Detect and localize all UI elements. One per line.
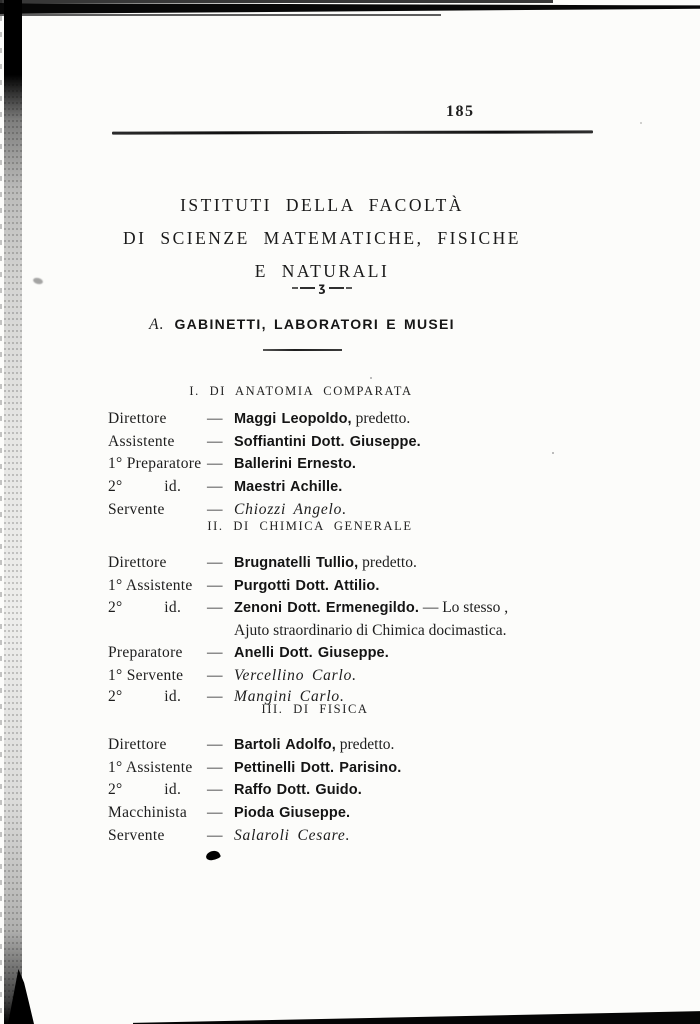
staff-row [108, 499, 610, 521]
staff-name: Vercellino Carlo. [234, 666, 357, 684]
dash-separator: — [207, 804, 223, 822]
dash-separator: — [207, 666, 223, 684]
scan-edge-bottom-band [0, 1010, 700, 1024]
staff-note: predetto. [351, 410, 411, 427]
role-label: Direttore [108, 736, 167, 753]
staff-row [108, 642, 610, 665]
dash-separator: — [207, 455, 223, 473]
staff-name: Zenoni Dott. Ermenegildo. [234, 600, 419, 617]
staff-name: Purgotti Dott. Attilio. [234, 577, 380, 594]
role-label: 1° Preparatore [108, 455, 202, 473]
staff-name: Pioda Giuseppe. [234, 805, 351, 822]
dash-separator: — [207, 781, 223, 799]
staff-row [108, 734, 610, 757]
staff-name: Anelli Dott. Giuseppe. [234, 644, 389, 661]
dash-separator: — [207, 576, 223, 594]
ornament-line [300, 287, 315, 289]
staff-row [108, 802, 610, 825]
role-label: Direttore [108, 554, 167, 571]
section-anatomia-staff-list [108, 408, 610, 521]
staff-name: Raffo Dott. Guido. [234, 782, 362, 799]
staff-name: Maggi Leopoldo, [234, 411, 352, 427]
dash-separator: — [207, 599, 223, 617]
role-label: Servente [108, 826, 165, 844]
staff-row [108, 575, 610, 598]
dash-separator: — [207, 688, 223, 706]
role-label: Servente [108, 500, 165, 518]
staff-row [108, 476, 610, 499]
section-heading-chimica: II. DI CHIMICA GENERALE [207, 519, 413, 533]
dash-separator: — [207, 758, 223, 776]
dash-separator: — [207, 478, 223, 496]
dash-separator: — [207, 643, 223, 661]
ornament-line [346, 287, 352, 289]
staff-row [108, 453, 610, 476]
staff-row [108, 552, 610, 575]
staff-row [108, 431, 610, 454]
staff-name: Brugnatelli Tullio, [234, 555, 359, 571]
role-label: Direttore [108, 410, 167, 427]
dash-separator: — [207, 500, 223, 518]
dash-separator: — [207, 410, 223, 427]
role-label: 1° Assistente [108, 758, 193, 776]
role-label: 1° Servente [108, 666, 184, 684]
dash-separator: — [207, 432, 223, 450]
ink-blot [205, 850, 220, 861]
margin-smudge [32, 277, 43, 285]
dash-separator: — [207, 826, 223, 844]
staff-name: Mangini Carlo. [234, 688, 345, 706]
dash-separator: — [207, 554, 223, 571]
title-line: ISTITUTI DELLA FACOLTÀ [180, 195, 464, 215]
page-number: 185 [446, 103, 475, 120]
staff-note: — Lo stesso , [418, 599, 509, 617]
staff-row [108, 408, 610, 431]
ornament-glyph: ʒ [318, 279, 326, 295]
staff-note: predetto. [335, 736, 395, 753]
staff-name: Ballerini Ernesto. [234, 456, 357, 473]
ornament-line [329, 287, 344, 289]
scan-binding-shadow [4, 0, 22, 1024]
paper-speck [640, 122, 642, 124]
scan-edge-top-band [0, 3, 700, 14]
staff-name: Salaroli Cesare. [234, 826, 351, 844]
section-a-heading [37, 316, 567, 334]
section-a-rule [263, 349, 342, 351]
staff-name: Pettinelli Dott. Parisino. [234, 759, 402, 776]
dash-separator: — [207, 736, 223, 753]
role-label: 1° Assistente [108, 576, 193, 594]
paper-speck [370, 377, 372, 379]
staff-row [108, 597, 610, 641]
staff-note: predetto. [358, 554, 417, 571]
section-a-letter: A. [149, 316, 165, 333]
scan-edge-top-band-secondary [0, 14, 441, 16]
title-line: E NATURALI [254, 261, 390, 281]
section-heading-anatomia: I. DI ANATOMIA COMPARATA [189, 384, 413, 398]
ornament-line [292, 287, 298, 289]
page-title [57, 189, 587, 288]
staff-note-continuation: Ajuto straordinario di Chimica docimastica. [234, 622, 507, 640]
scan-edge-top-line [0, 0, 553, 3]
staff-name: Soffiantini Dott. Giuseppe. [234, 433, 421, 450]
staff-row [108, 779, 610, 802]
role-label: Preparatore [108, 643, 183, 661]
role-label: 2° id. [108, 599, 182, 617]
role-label: 2° id. [108, 688, 182, 706]
section-fisica-staff-list [108, 734, 610, 847]
staff-name: Chiozzi Angelo. [234, 500, 347, 518]
role-label: Assistente [108, 432, 175, 450]
staff-name: Bartoli Adolfo, [234, 737, 336, 753]
section-a-title: GABINETTI, LABORATORI E MUSEI [174, 316, 455, 332]
title-line: DI SCIENZE MATEMATICHE, FISICHE [123, 228, 521, 248]
staff-row [108, 665, 610, 687]
role-label: 2° id. [108, 478, 182, 496]
ornament-divider [57, 279, 587, 295]
section-heading-fisica: III. DI FISICA [261, 702, 369, 716]
header-rule [112, 130, 593, 134]
staff-name: Maestri Achille. [234, 479, 343, 496]
role-label: Macchinista [108, 804, 188, 822]
staff-row [108, 757, 610, 780]
section-chimica-staff-list [108, 552, 610, 708]
scan-edge-left-line [0, 0, 2, 1024]
staff-row [108, 825, 610, 847]
role-label: 2° id. [108, 781, 182, 799]
